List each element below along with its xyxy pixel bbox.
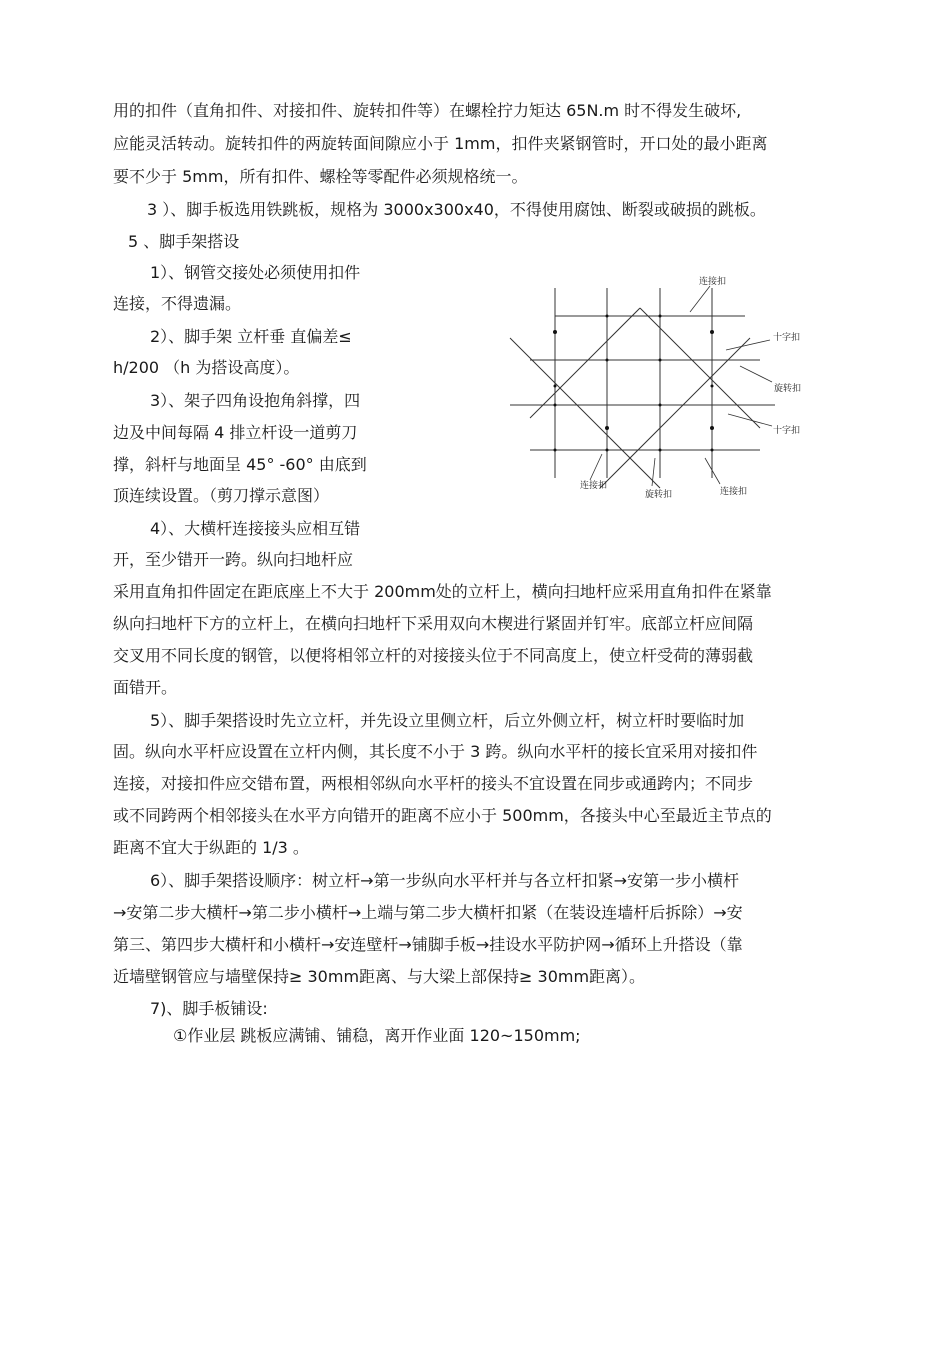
text-line: 1）、钢管交接处必须使用扣件: [150, 263, 361, 282]
text-line: 第三、第四步大横杆和小横杆→安连壁杆→铺脚手板→挂设水平防护网→循环上升搭设（靠: [113, 935, 743, 954]
label-xuanzhuan-bottom: 旋转扣: [645, 490, 673, 500]
text-line: →安第二步大横杆→第二步小横杆→上端与第二步大横杆扣紧（在装设连墙杆后拆除）→安: [113, 903, 743, 922]
text-line: 或不同跨两个相邻接头在水平方向错开的距离不应小于 500mm，各接头中心至最近主节点的: [113, 806, 772, 825]
label-lianjie-bottom-left: 连接扣: [580, 481, 608, 491]
text-line: 4）、大横杆连接接头应相互错: [150, 519, 361, 538]
joint-dots: [553, 315, 714, 452]
text-line: 顶连续设置。（剪刀撑示意图）: [113, 486, 330, 505]
grid-lines: [510, 288, 775, 478]
text-line: 交叉用不同长度的钢管，以便将相邻立杆的对接接头位于不同高度上，使立杆受荷的薄弱截: [113, 646, 754, 665]
label-lianjie-bottom-right: 连接扣: [720, 487, 748, 497]
text-line: 7)、脚手板铺设:: [150, 999, 268, 1018]
scissor-brace-diagram: [490, 268, 830, 508]
diagonal-brace: [530, 308, 640, 418]
text-line: 近墙壁钢管应与墙壁保持≥ 30mm距离、与大梁上部保持≥ 30mm距离）。: [113, 967, 646, 986]
label-lianjie-top: 连接扣: [699, 277, 727, 287]
diagonal-brace: [640, 308, 760, 428]
text-line: 要不少于 5mm，所有扣件、螺栓等零配件必须规格统一。: [113, 167, 528, 186]
text-line: 用的扣件（直角扣件、对接扣件、旋转扣件等）在螺栓拧力矩达 65N.m 时不得发生破坏,: [113, 101, 742, 120]
label-shizi-1: 十字扣: [773, 333, 801, 343]
text-line: 5）、脚手架搭设时先立立杆，并先设立里侧立杆，后立外侧立杆，树立杆时要临时加: [150, 711, 745, 730]
text-line: 撑，斜杆与地面呈 45° -60° 由底到: [113, 455, 367, 474]
text-line: 面错开。: [113, 678, 178, 697]
text-line: 边及中间每隔 4 排立杆设一道剪刀: [113, 423, 358, 442]
text-line: 5 、脚手架搭设: [128, 232, 240, 251]
text-line: 开，至少错开一跨。纵向扫地杆应: [113, 550, 354, 569]
text-line: 连接，对接扣件应交错布置，两根相邻纵向水平杆的接头不宜设置在同步或通跨内；不同步: [113, 774, 754, 793]
text-line: 3 ）、脚手板选用铁跳板，规格为 3000x300x40，不得使用腐蚀、断裂或破损的跳板。: [147, 200, 766, 219]
label-shizi-2: 十字扣: [773, 426, 801, 436]
diagonal-braces: [510, 308, 760, 488]
text-line: 纵向扫地杆下方的立杆上，在横向扫地杆下采用双向木楔进行紧固并钉牢。底部立杆应间隔: [113, 614, 754, 633]
text-line: 2）、脚手架 立杆垂 直偏差≤: [150, 327, 352, 346]
text-line: 连接，不得遗漏。: [113, 294, 242, 313]
text-line: h/200 （h 为搭设高度）。: [113, 358, 300, 377]
text-line: 固。纵向水平杆应设置在立杆内侧，其长度不小于 3 跨。纵向水平杆的接长宜采用对接扣件: [113, 742, 758, 761]
text-line: 距离不宜大于纵距的 1/3 。: [113, 838, 309, 857]
text-line: ①作业层 跳板应满铺、铺稳，离开作业面 120~150mm;: [173, 1026, 581, 1045]
text-line: 采用直角扣件固定在距底座上不大于 200mm处的立杆上，横向扫地杆应采用直角扣件在紧靠: [113, 582, 772, 601]
text-line: 6）、脚手架搭设顺序：树立杆→第一步纵向水平杆并与各立杆扣紧→安第一步小横杆: [150, 871, 739, 890]
text-line: 应能灵活转动。旋转扣件的两旋转面间隙应小于 1mm，扣件夹紧钢管时，开口处的最小距离: [113, 134, 768, 153]
label-xuanzhuan-right: 旋转扣: [774, 384, 802, 394]
text-line: 3）、架子四角设抱角斜撑，四: [150, 391, 361, 410]
